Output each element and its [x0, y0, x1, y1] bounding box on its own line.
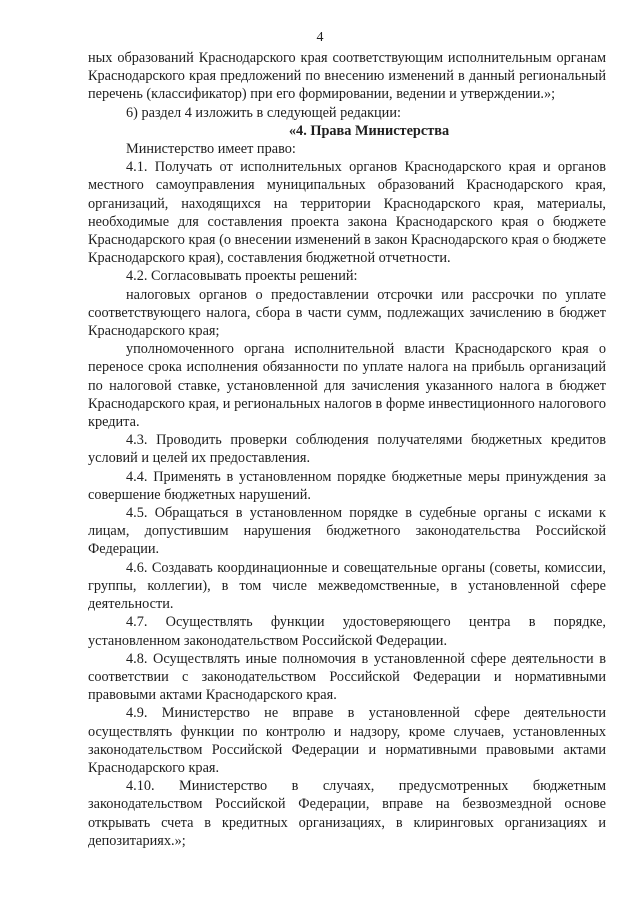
paragraph-4-6: 4.6. Создавать координационные и совещательные органы (советы, комиссии, группы, коллегии), в том числе межведомственные, в установленной сфере деятельности. [88, 559, 606, 613]
paragraph-4-3: 4.3. Проводить проверки соблюдения получателями бюджетных кредитов условий и целей их предоставления. [88, 432, 606, 467]
page-number: 4 [316, 30, 324, 45]
paragraph-intro: Министерство имеет право: [126, 141, 296, 158]
paragraph-4-2-authorized-organ: уполномоченного органа исполнительной власти Краснодарского края о переносе срока исполнения обязанности по уплате налога на прибыль организаций по налоговой ставке, установленной для зачисления указанного налога в бюджет Краснодарского края, и региональных налогов в форме инвестиционного налогового кредита. [88, 341, 606, 431]
paragraph-4-2: 4.2. Согласовывать проекты решений: [126, 268, 358, 285]
paragraph-4-5: 4.5. Обращаться в установленном порядке в судебные органы с исками к лицам, допустившим нарушения бюджетного законодательства Российской Федерации. [88, 505, 606, 558]
section-heading: «4. Права Министерства [288, 122, 450, 139]
paragraph-4-1: 4.1. Получать от исполнительных органов Краснодарского края и органов местного самоуправления муниципальных образований Краснодарского края, организаций, находящихся на территории Краснодарского края, материалы, необходимые для составления проекта закона Краснодарского края о бюджете Краснодарского края (о внесении изменений в закон Краснодарского края о бюджете Краснодарского края), составления бюджетной отчетности. [88, 159, 606, 267]
paragraph-4-8: 4.8. Осуществлять иные полномочия в установленной сфере деятельности в соответствии с законодательством Российской Федерации и нормативными правовыми актами Краснодарского края. [88, 650, 606, 704]
paragraph-4-9: 4.9. Министерство не вправе в установленной сфере деятельности осуществлять функции по контролю и надзору, кроме случаев, установленных законодательством Российской Федерации и нормативными правовыми актами Краснодарского края. [88, 705, 606, 776]
paragraph-4-10: 4.10. Министерство в случаях, предусмотренных бюджетным законодательством Российской Федерации, вправе на безвозмездной основе открывать счета в кредитных организациях, в клиринговых организациях и депозитариях.»; [88, 778, 606, 849]
paragraph-continuation: ных образований Краснодарского края соответствующим исполнительным органам Краснодарского края предложений по внесению изменений в данный региональный перечень (классификатор) при его формировании, ведении и утверждении.»; [88, 50, 606, 103]
paragraph-4-2-tax-organs: налоговых органов о предоставлении отсрочки или рассрочки по уплате соответствующего налога, сбора в части сумм, подлежащих зачислению в бюджет Краснодарского края; [88, 286, 606, 340]
document-body [88, 49, 606, 850]
paragraph-4-7: 4.7. Осуществлять функции удостоверяющего центра в порядке, установленном законодательством Российской Федерации. [88, 614, 606, 649]
paragraph-4-4: 4.4. Применять в установленном порядке бюджетные меры принуждения за совершение бюджетных нарушений. [88, 468, 606, 503]
paragraph-item-6: 6) раздел 4 изложить в следующей редакции: [126, 104, 401, 121]
